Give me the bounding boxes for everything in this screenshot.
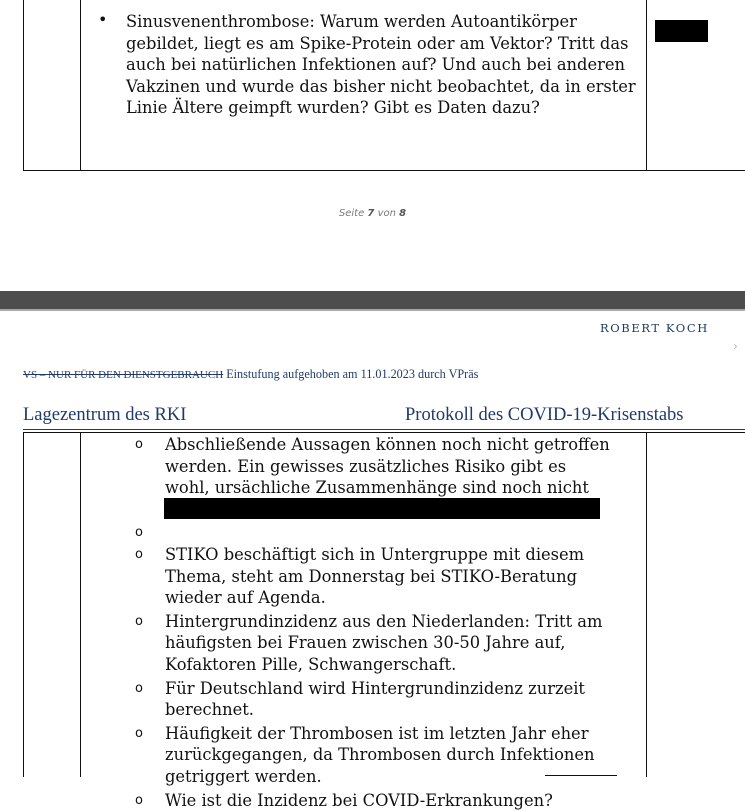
circle-bullet-icon: o [135,723,143,745]
table-border-left [23,0,24,171]
redaction-block [164,498,600,519]
circle-bullet-icon: o [135,790,143,811]
table-top-border [23,432,745,433]
list-item: o Abschließende Aussagen können noch nicht getroffen werden. Ein gewisses zusätzliches Risiko gibt es wohl, ursächliche Zusammenhänge sind noch nicht [135,434,615,520]
list-item: o Häufigkeit der Thrombosen ist im letzten Jahr eher zurückgegangen, da Thrombosen durch Infektionen getriggert werden. [135,723,615,788]
list-item-redacted [135,522,615,544]
circle-bullet-icon: o [135,678,143,700]
bullet-icon: • [98,10,107,29]
circle-bullet-icon: o [135,544,143,566]
table-column-divider [646,432,647,777]
circle-bullet-icon: o [135,522,143,544]
list-item: o Wie ist die Inzidenz bei COVID-Erkrankungen? [135,790,615,811]
redaction-line [545,775,617,776]
circle-bullet-icon: o [135,611,143,633]
rki-logo-text: ROBERT KOCH [600,321,745,335]
classification-line [23,367,478,382]
classification-note: Einstufung aufgehoben am 11.01.2023 durch VPräs [226,367,478,381]
list-item: o Hintergrundinzidenz aus den Niederlanden: Tritt am häufigsten bei Frauen zwischen 30-50 Jahre auf, Kofaktoren Pille, Schwangerschaft. [135,611,615,676]
logo-mark-icon: › [733,339,738,353]
table-column-divider [646,0,647,171]
table-border-left [23,432,24,777]
header-left: Lagezentrum des RKI [23,405,186,426]
classification-strikethrough: VS – NUR FÜR DEN DIENSTGEBRAUCH [23,369,223,381]
header-right: Protokoll des COVID-19-Krisenstabs [405,405,684,426]
page-number: Seite 7 von 8 [0,208,745,219]
circle-bullet-icon: o [135,434,143,456]
page-separator-edge [0,309,745,311]
redaction-block [655,20,708,42]
bullet-paragraph: Sinusvenenthrombose: Warum werden Autoantikörper gebildet, liegt es am Spike-Protein oder am Vektor? Tritt das auch bei natürlichen Infektionen auf? Und auch bei anderen Vakzinen und wurde das bisher nicht beobachtet, da in erster Linie Ältere geimpft wurden? Gibt es Daten dazu? [126,11,646,119]
table-column-divider [80,0,81,171]
sub-item-list [135,434,615,811]
table-column-divider [80,432,81,777]
table-bottom-border [23,170,745,171]
header-rule [23,429,745,430]
list-item: o STIKO beschäftigt sich in Untergruppe mit diesem Thema, steht am Donnerstag bei STIKO-Beratung wieder auf Agenda. [135,544,615,609]
page-separator [0,291,745,311]
list-item: o Für Deutschland wird Hintergrundinzidenz zurzeit berechnet. [135,678,615,721]
